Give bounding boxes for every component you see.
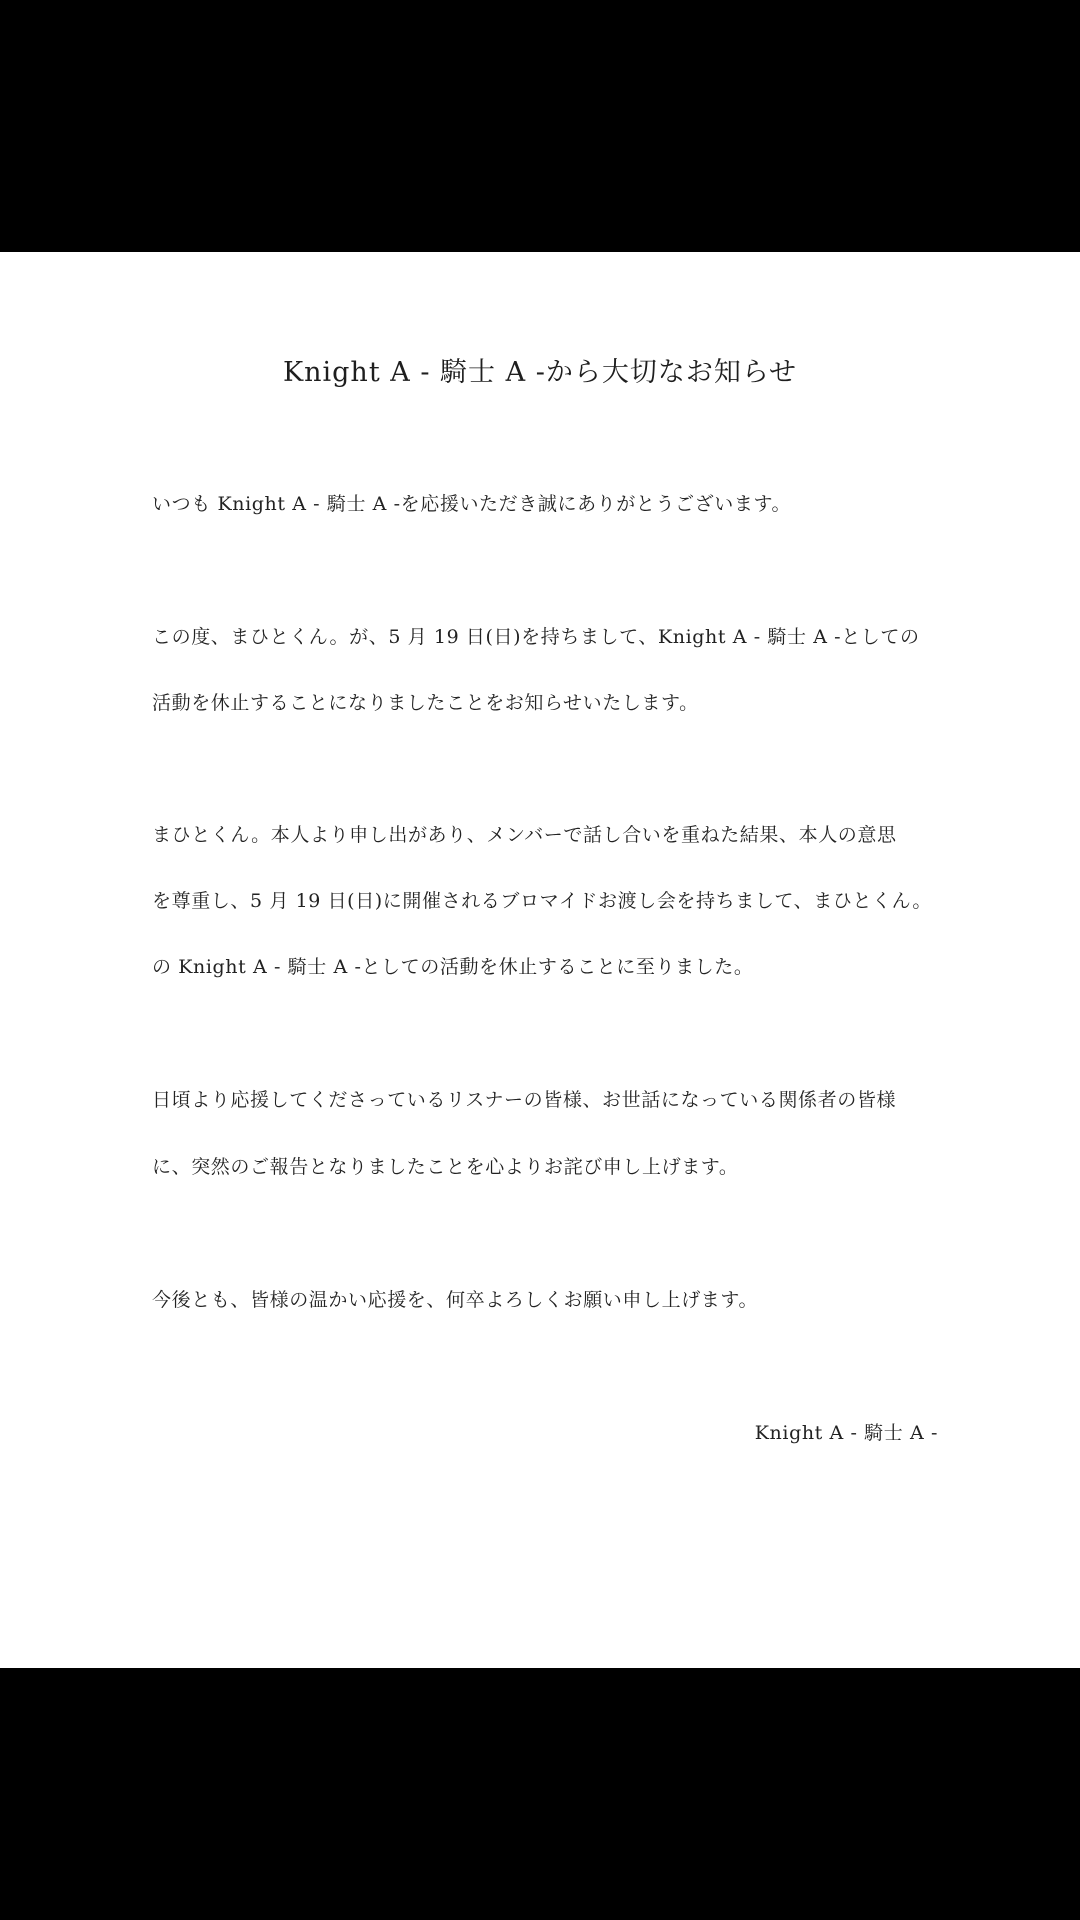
paragraph-1-line-1: いつも Knight A - 騎士 A -を応援いただき誠にありがとうございます。 xyxy=(152,493,792,515)
notice-document xyxy=(0,252,1080,1668)
paragraph-4-line-2: に、突然のご報告となりましたことを心よりお詫び申し上げます。 xyxy=(152,1156,739,1178)
letterbox-top-bar xyxy=(0,0,1080,252)
notice-title: Knight A - 騎士 A -から大切なお知らせ xyxy=(282,357,798,388)
signature: Knight A - 騎士 A - xyxy=(754,1422,938,1444)
paragraph-2-line-2: 活動を休止することになりましたことをお知らせいたします。 xyxy=(152,692,699,714)
paragraph-2-line-1: この度、まひとくん。が、5 月 19 日(日)を持ちまして、Knight A - 騎士 A -としての xyxy=(152,626,920,648)
paragraph-3-line-3: の Knight A - 騎士 A -としての活動を休止することに至りました。 xyxy=(152,956,754,978)
paragraph-3-line-2: を尊重し、5 月 19 日(日)に開催されるブロマイドお渡し会を持ちまして、まひとくん。 xyxy=(152,890,932,912)
paragraph-5-line-1: 今後とも、皆様の温かい応援を、何卒よろしくお願い申し上げます。 xyxy=(152,1289,759,1311)
paragraph-3-line-1: まひとくん。本人より申し出があり、メンバーで話し合いを重ねた結果、本人の意思 xyxy=(152,824,897,846)
paragraph-4-line-1: 日頃より応援してくださっているリスナーの皆様、お世話になっている関係者の皆様 xyxy=(152,1089,897,1111)
letterbox-bottom-bar xyxy=(0,1668,1080,1920)
